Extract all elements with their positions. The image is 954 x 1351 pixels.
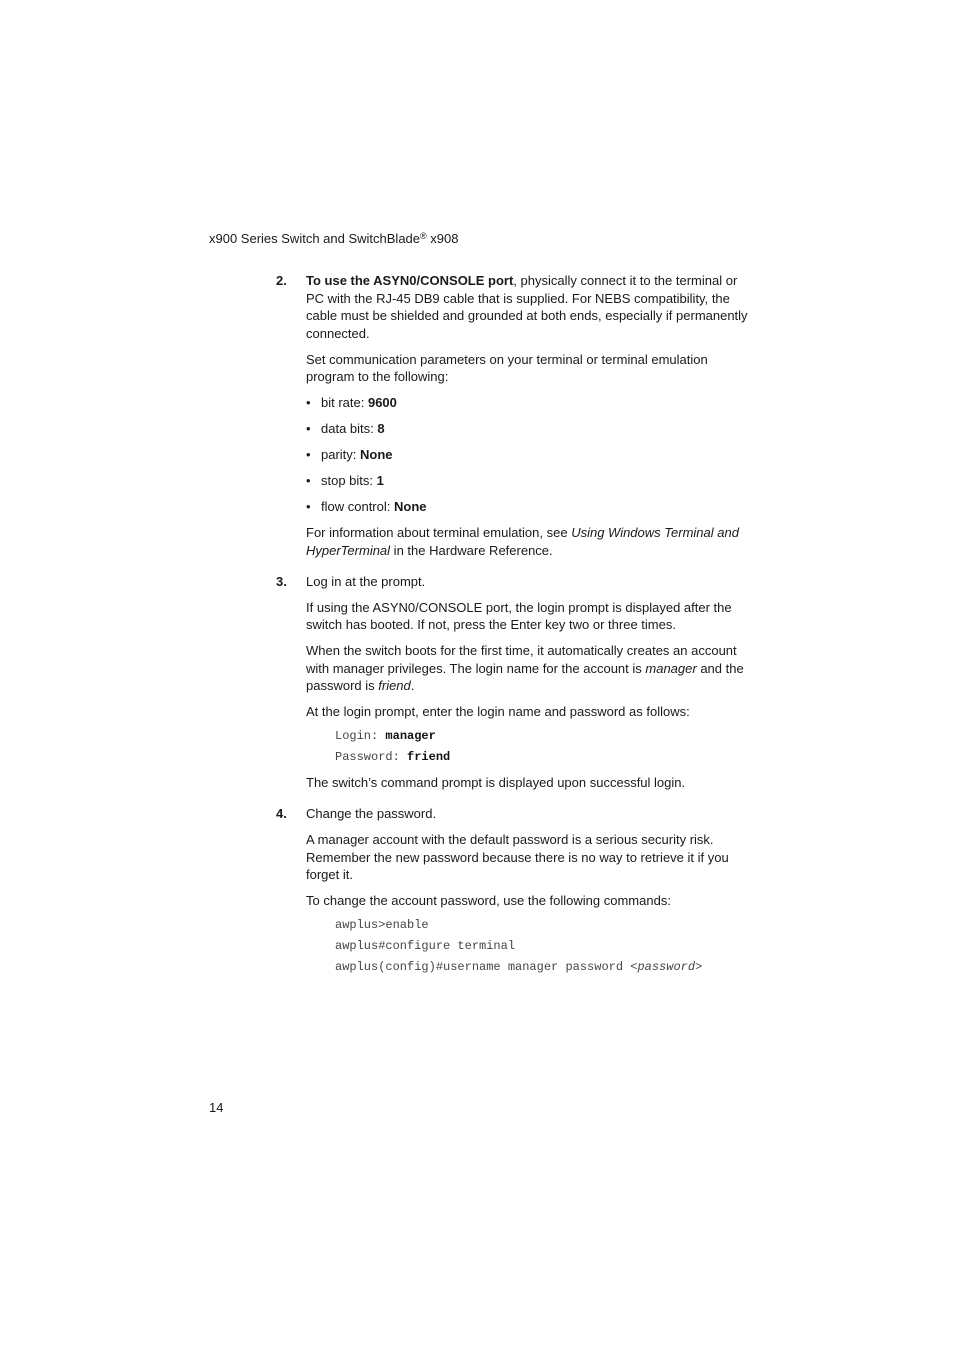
header-title: x900 Series Switch and SwitchBlade [209, 231, 421, 246]
code-command-1: awplus>enable [335, 918, 429, 932]
bullet-icon: • [306, 447, 311, 462]
running-header [209, 230, 458, 248]
step-number: 3. [276, 573, 287, 589]
bullet-icon: • [306, 473, 311, 488]
code-command-2: awplus#configure terminal [335, 939, 516, 953]
step-4-para-2: To change the account password, use the following commands: [306, 893, 671, 908]
step-2-lead: To use the ASYN0/CONSOLE port [306, 273, 514, 288]
step-4-para-1: A manager account with the default password is a serious security risk. Remember the new password because there is no way to retrieve it if you forget it. [306, 832, 729, 882]
step-4-intro: Change the password. [306, 806, 437, 821]
bullet-icon: • [306, 421, 311, 436]
step-2-params-intro: Set communication parameters on your terminal or terminal emulation program to the following: [306, 351, 708, 384]
terminal-emulation-info: For information about terminal emulation, see Using Windows Terminal and HyperTerminal in the Hardware Reference. [306, 525, 739, 558]
reference-title: Using Windows Terminal and HyperTerminal [306, 525, 739, 558]
step-4 [276, 805, 756, 974]
list-item: • stop bits: 1 [306, 473, 384, 488]
bullet-icon: • [306, 395, 311, 410]
bullet-icon: • [306, 499, 311, 514]
step-3-para-3: At the login prompt, enter the login name and password as follows: [306, 704, 690, 719]
list-item: • data bits: 8 [306, 421, 385, 436]
document-body [276, 272, 756, 981]
step-3-para-2: When the switch boots for the first time, it automatically creates an account with manager privileges. The login name for the account is manager and the password is friend. [306, 643, 744, 693]
step-number: 4. [276, 806, 287, 821]
code-command-3: awplus(config)#username manager password <password> [335, 960, 703, 974]
step-2-intro: To use the ASYN0/CONSOLE port, physically connect it to the terminal or PC with the RJ-45 DB9 cable that is supplied. For NEBS compatibility, the cable must be shielded and grounded at both ends, especially if permanently connected. [306, 273, 748, 341]
step-3-intro: Log in at the prompt. [306, 573, 426, 589]
step-3-para-4: The switch’s command prompt is displayed upon successful login. [306, 775, 686, 790]
step-3 [276, 573, 756, 792]
list-item: • parity: None [306, 447, 393, 462]
header-model: x908 [426, 231, 459, 246]
code-password: Password: friend [335, 750, 451, 764]
step-number: 2. [276, 273, 287, 288]
list-item: • flow control: None [306, 499, 427, 514]
page-number: 14 [209, 1100, 224, 1115]
list-item: • bit rate: 9600 [306, 395, 397, 410]
step-2 [276, 272, 756, 559]
registered-mark: ® [420, 231, 427, 241]
code-login: Login: manager [335, 729, 436, 743]
params-list [306, 394, 756, 516]
step-3-para-1: If using the ASYN0/CONSOLE port, the login prompt is displayed after the switch has booted. If not, press the Enter key two or three times. [306, 599, 732, 632]
